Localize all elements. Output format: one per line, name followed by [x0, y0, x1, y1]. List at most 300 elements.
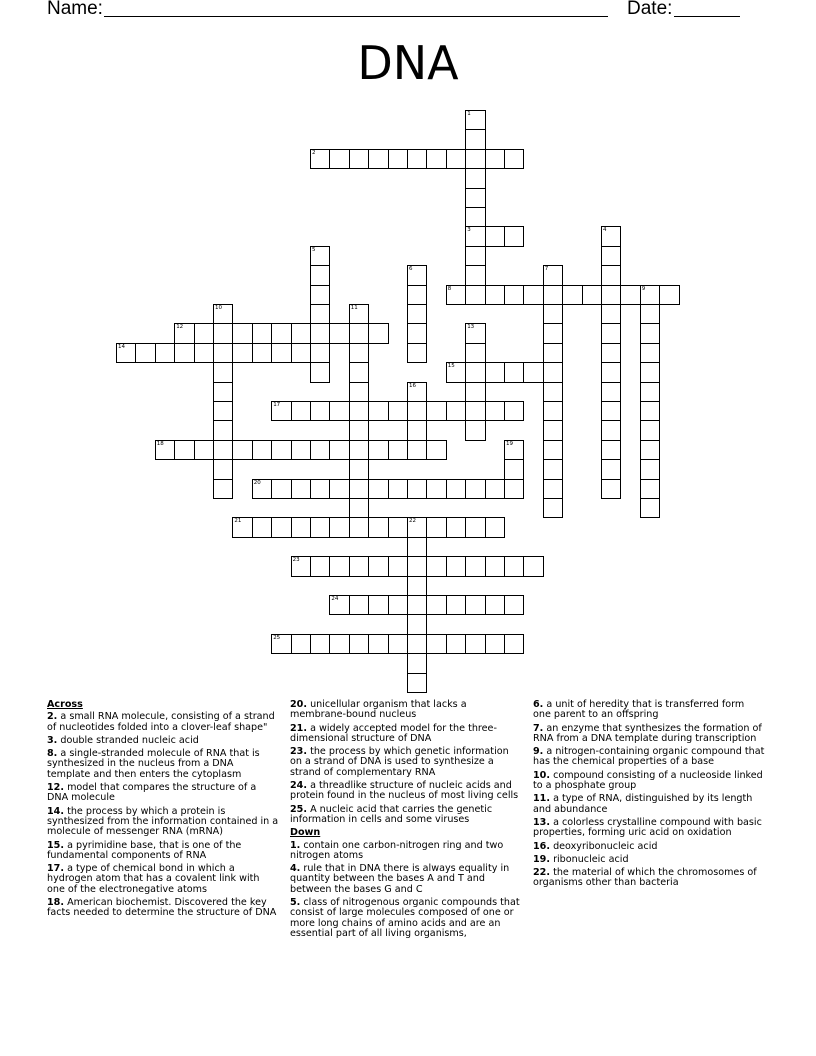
- name-label: Name:: [47, 0, 103, 19]
- grid-cell[interactable]: [601, 382, 621, 402]
- clue-number: 8.: [47, 748, 58, 760]
- clue-item: [290, 747, 522, 778]
- grid-cell[interactable]: [388, 401, 408, 421]
- grid-cell[interactable]: [310, 304, 330, 324]
- clue-number-label: 1: [467, 111, 471, 117]
- grid-cell[interactable]: [543, 479, 563, 499]
- grid-cell[interactable]: [213, 323, 233, 343]
- grid-cell[interactable]: [407, 323, 427, 343]
- grid-cell[interactable]: [310, 401, 330, 421]
- clue-text: a type of RNA, distinguished by its length and abundance: [533, 793, 753, 815]
- grid-cell[interactable]: [485, 634, 505, 654]
- grid-cell[interactable]: [523, 556, 543, 576]
- clue-text: ribonucleic acid: [553, 853, 629, 865]
- grid-cell[interactable]: [388, 595, 408, 615]
- clue-item: [533, 842, 765, 852]
- grid-cell[interactable]: [426, 517, 446, 537]
- clue-item: [290, 700, 522, 721]
- clue-item: [47, 783, 279, 804]
- clue-item: [533, 794, 765, 815]
- grid-cell[interactable]: [465, 362, 485, 382]
- grid-cell[interactable]: [601, 401, 621, 421]
- clue-column-3: [533, 700, 765, 892]
- grid-cell[interactable]: [543, 401, 563, 421]
- grid-cell[interactable]: [368, 401, 388, 421]
- grid-cell[interactable]: [640, 498, 660, 518]
- clue-number-label: 21: [234, 518, 242, 525]
- clue-number: 16.: [533, 840, 550, 852]
- grid-cell[interactable]: [446, 556, 466, 576]
- grid-cell[interactable]: [291, 479, 311, 499]
- grid-cell[interactable]: [232, 343, 252, 363]
- clue-item: [290, 864, 522, 895]
- clue-number-label: 4: [603, 227, 607, 234]
- grid-cell[interactable]: [465, 149, 485, 169]
- grid-cell[interactable]: [543, 304, 563, 324]
- grid-cell[interactable]: [349, 479, 369, 499]
- grid-cell[interactable]: [232, 440, 252, 460]
- grid-cell[interactable]: [465, 634, 485, 654]
- grid-cell[interactable]: [388, 517, 408, 537]
- clue-number-label: 6: [409, 266, 413, 273]
- grid-cell[interactable]: [562, 285, 582, 305]
- clue-number: 22.: [533, 867, 550, 879]
- grid-cell[interactable]: [194, 323, 214, 343]
- grid-cell[interactable]: [504, 556, 524, 576]
- clue-text: rule that in DNA there is always equality in quantity between the bases A and T and between the bases G and C: [290, 863, 510, 895]
- clue-number-label: 13: [467, 324, 475, 331]
- grid-cell[interactable]: [407, 401, 427, 421]
- grid-cell[interactable]: [349, 420, 369, 440]
- grid-cell[interactable]: [407, 595, 427, 615]
- grid-cell[interactable]: [349, 362, 369, 382]
- grid-cell[interactable]: [388, 149, 408, 169]
- grid-cell[interactable]: [329, 401, 349, 421]
- grid-cell[interactable]: [310, 517, 330, 537]
- grid-cell[interactable]: [465, 595, 485, 615]
- grid-cell[interactable]: [407, 420, 427, 440]
- clue-number-label: 16: [409, 382, 416, 389]
- clue-text: a type of chemical bond in which a hydrogen atom that has a covalent link with one of the electronegative atoms: [47, 863, 260, 895]
- clue-item: [533, 771, 765, 792]
- grid-cell[interactable]: [368, 556, 388, 576]
- clue-item: [533, 747, 765, 768]
- grid-cell[interactable]: [601, 343, 621, 363]
- grid-cell[interactable]: [291, 634, 311, 654]
- grid-cell[interactable]: [349, 595, 369, 615]
- grid-cell[interactable]: [271, 517, 291, 537]
- clue-number-label: 3: [467, 227, 471, 234]
- clue-item: [290, 841, 522, 862]
- grid-cell[interactable]: [504, 149, 524, 169]
- grid-cell[interactable]: [368, 595, 388, 615]
- grid-cell[interactable]: [310, 440, 330, 460]
- grid-cell[interactable]: [426, 634, 446, 654]
- grid-cell[interactable]: [329, 323, 349, 343]
- clue-text: contain one carbon-nitrogen ring and two nitrogen atoms: [290, 839, 504, 861]
- clue-number-label: 25: [273, 634, 281, 641]
- grid-cell[interactable]: [543, 440, 563, 460]
- clue-text: the material of which the chromosomes of organisms other than bacteria: [533, 867, 757, 889]
- grid-cell[interactable]: [485, 401, 505, 421]
- clue-item: [47, 807, 279, 838]
- grid-cell[interactable]: [426, 479, 446, 499]
- clue-number-label: 12: [176, 324, 184, 331]
- clue-number: 23.: [290, 746, 307, 758]
- grid-cell[interactable]: [329, 556, 349, 576]
- grid-cell[interactable]: [543, 323, 563, 343]
- grid-cell[interactable]: [368, 517, 388, 537]
- grid-cell[interactable]: [543, 362, 563, 382]
- clue-text: a widely accepted model for the three-dimensional structure of DNA: [290, 722, 497, 744]
- grid-cell[interactable]: [485, 479, 505, 499]
- grid-cell[interactable]: [446, 479, 466, 499]
- clue-text: a nitrogen-containing organic compound that has the chemical properties of a base: [533, 746, 765, 768]
- grid-cell[interactable]: [368, 634, 388, 654]
- grid-cell[interactable]: [213, 362, 233, 382]
- grid-cell[interactable]: [291, 401, 311, 421]
- grid-cell[interactable]: [368, 479, 388, 499]
- clue-item: [290, 898, 522, 939]
- grid-cell[interactable]: [640, 440, 660, 460]
- clue-item: [47, 736, 279, 746]
- grid-cell[interactable]: [640, 459, 660, 479]
- grid-cell[interactable]: [213, 479, 233, 499]
- clue-number: 19.: [533, 853, 550, 865]
- grid-cell[interactable]: [329, 149, 349, 169]
- grid-cell[interactable]: [388, 634, 408, 654]
- grid-cell[interactable]: [465, 265, 485, 285]
- grid-cell[interactable]: [465, 420, 485, 440]
- clue-number-label: 23: [292, 557, 300, 564]
- grid-cell[interactable]: [349, 634, 369, 654]
- grid-cell[interactable]: [252, 517, 272, 537]
- grid-cell[interactable]: [504, 362, 524, 382]
- grid-cell[interactable]: [368, 323, 388, 343]
- clue-item: [290, 724, 522, 745]
- grid-cell[interactable]: [310, 479, 330, 499]
- clue-number-label: 22: [409, 518, 416, 525]
- grid-cell[interactable]: [407, 479, 427, 499]
- clue-number-label: 18: [156, 440, 164, 447]
- grid-cell[interactable]: [504, 634, 524, 654]
- grid-cell[interactable]: [426, 440, 446, 460]
- grid-cell[interactable]: [640, 343, 660, 363]
- grid-cell[interactable]: [349, 498, 369, 518]
- clue-text: deoxyribonucleic acid: [553, 840, 658, 852]
- grid-cell[interactable]: [407, 673, 427, 693]
- grid-cell[interactable]: [174, 440, 194, 460]
- grid-cell[interactable]: [349, 401, 369, 421]
- grid-cell[interactable]: [601, 246, 621, 266]
- grid-cell[interactable]: [640, 323, 660, 343]
- clue-number: 6.: [533, 699, 544, 710]
- grid-cell[interactable]: [485, 149, 505, 169]
- section-heading: Across: [47, 699, 83, 710]
- date-label: Date:: [627, 0, 673, 19]
- grid-cell[interactable]: [291, 440, 311, 460]
- clue-number-label: 11: [350, 305, 358, 311]
- clue-item: [533, 855, 765, 865]
- clue-text: American biochemist. Discovered the key facts needed to determine the structure of DNA: [47, 897, 277, 919]
- grid-cell[interactable]: [310, 285, 330, 305]
- grid-cell[interactable]: [349, 343, 369, 363]
- grid-cell[interactable]: [407, 614, 427, 634]
- clue-number: 15.: [47, 839, 64, 851]
- grid-cell[interactable]: [349, 440, 369, 460]
- clue-item: [47, 864, 279, 895]
- grid-cell[interactable]: [407, 285, 427, 305]
- grid-cell[interactable]: [426, 401, 446, 421]
- grid-cell[interactable]: [407, 653, 427, 673]
- grid-cell[interactable]: [465, 188, 485, 208]
- clue-item: [47, 749, 279, 780]
- grid-cell[interactable]: [407, 440, 427, 460]
- grid-cell[interactable]: [174, 343, 194, 363]
- grid-cell[interactable]: [640, 401, 660, 421]
- clue-number: 14.: [47, 805, 64, 817]
- clue-text: a small RNA molecule, consisting of a strand of nucleotides folded into a clover-leaf shape": [47, 711, 275, 733]
- clue-number-label: 24: [331, 596, 339, 602]
- grid-cell[interactable]: [465, 382, 485, 402]
- grid-cell[interactable]: [601, 323, 621, 343]
- clue-number: 18.: [47, 897, 64, 909]
- grid-cell[interactable]: [252, 440, 272, 460]
- grid-cell[interactable]: [310, 634, 330, 654]
- grid-cell[interactable]: [310, 343, 330, 363]
- grid-cell[interactable]: [155, 343, 175, 363]
- grid-cell[interactable]: [485, 556, 505, 576]
- grid-cell[interactable]: [310, 362, 330, 382]
- grid-cell[interactable]: [659, 285, 679, 305]
- clue-number: 4.: [290, 863, 301, 875]
- clue-text: a single-stranded molecule of RNA that is synthesized in the nucleus from a DNA template and then enters the cytoplasm: [47, 748, 260, 780]
- grid-cell[interactable]: [407, 149, 427, 169]
- grid-cell[interactable]: [543, 420, 563, 440]
- grid-cell[interactable]: [601, 479, 621, 499]
- clue-item: [290, 805, 522, 826]
- grid-cell[interactable]: [252, 343, 272, 363]
- grid-cell[interactable]: [465, 207, 485, 227]
- grid-cell[interactable]: [291, 343, 311, 363]
- grid-cell[interactable]: [465, 556, 485, 576]
- grid-cell[interactable]: [407, 576, 427, 596]
- grid-cell[interactable]: [523, 285, 543, 305]
- grid-cell[interactable]: [329, 634, 349, 654]
- clue-number: 9.: [533, 746, 544, 758]
- clue-number: 3.: [47, 734, 58, 746]
- grid-cell[interactable]: [543, 285, 563, 305]
- grid-cell[interactable]: [135, 343, 155, 363]
- clue-item: [533, 724, 765, 745]
- clue-number: 25.: [290, 803, 307, 815]
- grid-cell[interactable]: [426, 595, 446, 615]
- grid-cell[interactable]: [368, 149, 388, 169]
- clue-item: [47, 898, 279, 919]
- grid-cell[interactable]: [543, 498, 563, 518]
- grid-cell[interactable]: [504, 285, 524, 305]
- grid-cell[interactable]: [465, 168, 485, 188]
- clue-number: 10.: [533, 769, 550, 781]
- clue-number-label: 8: [447, 285, 452, 292]
- grid-cell[interactable]: [349, 517, 369, 537]
- grid-cell[interactable]: [407, 634, 427, 654]
- grid-cell[interactable]: [640, 362, 660, 382]
- grid-cell[interactable]: [601, 420, 621, 440]
- grid-cell[interactable]: [213, 420, 233, 440]
- grid-cell[interactable]: [601, 285, 621, 305]
- grid-cell[interactable]: [213, 343, 233, 363]
- clue-number-label: 17: [273, 402, 281, 408]
- grid-cell[interactable]: [485, 362, 505, 382]
- clue-number-label: 19: [506, 440, 513, 447]
- grid-cell[interactable]: [213, 382, 233, 402]
- grid-cell[interactable]: [504, 459, 524, 479]
- grid-cell[interactable]: [601, 265, 621, 285]
- grid-cell[interactable]: [640, 304, 660, 324]
- grid-cell[interactable]: [601, 304, 621, 324]
- grid-cell[interactable]: [601, 362, 621, 382]
- clue-text: the process by which genetic information on a strand of DNA is used to synthesize a strand of complementary RNA: [290, 746, 509, 778]
- grid-cell[interactable]: [291, 517, 311, 537]
- grid-cell[interactable]: [485, 517, 505, 537]
- grid-cell[interactable]: [310, 265, 330, 285]
- grid-cell[interactable]: [601, 459, 621, 479]
- grid-cell[interactable]: [446, 634, 466, 654]
- grid-cell[interactable]: [620, 285, 640, 305]
- clue-number-label: 9: [641, 285, 646, 292]
- grid-cell[interactable]: [388, 479, 408, 499]
- grid-cell[interactable]: [407, 537, 427, 557]
- clue-text: double stranded nucleic acid: [60, 734, 199, 746]
- clue-number: 17.: [47, 863, 64, 875]
- grid-cell[interactable]: [504, 479, 524, 499]
- grid-cell[interactable]: [465, 401, 485, 421]
- grid-cell[interactable]: [349, 382, 369, 402]
- grid-cell[interactable]: [194, 440, 214, 460]
- grid-cell[interactable]: [543, 343, 563, 363]
- grid-cell[interactable]: [213, 440, 233, 460]
- grid-cell[interactable]: [640, 479, 660, 499]
- grid-cell[interactable]: [271, 479, 291, 499]
- grid-cell[interactable]: [271, 343, 291, 363]
- grid-cell[interactable]: [213, 459, 233, 479]
- grid-cell[interactable]: [407, 304, 427, 324]
- grid-cell[interactable]: [582, 285, 602, 305]
- clue-number-label: 14: [118, 343, 125, 350]
- grid-cell[interactable]: [640, 382, 660, 402]
- grid-cell[interactable]: [329, 440, 349, 460]
- grid-cell[interactable]: [465, 246, 485, 266]
- clue-number: 11.: [533, 793, 550, 805]
- grid-cell[interactable]: [213, 401, 233, 421]
- grid-cell[interactable]: [446, 517, 466, 537]
- clue-number-label: 7: [544, 266, 549, 273]
- grid-cell[interactable]: [543, 459, 563, 479]
- clue-number: 12.: [47, 782, 64, 794]
- grid-cell[interactable]: [252, 323, 272, 343]
- grid-cell[interactable]: [329, 517, 349, 537]
- grid-cell[interactable]: [349, 556, 369, 576]
- clue-text: a threadlike structure of nucleic acids and protein found in the nucleus of most living cells: [290, 780, 519, 802]
- grid-cell[interactable]: [426, 556, 446, 576]
- grid-cell[interactable]: [388, 440, 408, 460]
- clue-text: the process by which a protein is synthesized from the information contained in a molecule of messenger RNA (mRNA): [47, 805, 279, 838]
- clue-item: [47, 712, 279, 733]
- section-heading: Down: [290, 827, 321, 839]
- grid-cell[interactable]: [465, 479, 485, 499]
- clue-item: [47, 841, 279, 862]
- grid-cell[interactable]: [446, 149, 466, 169]
- clue-number: 21.: [290, 722, 307, 734]
- grid-cell[interactable]: [194, 343, 214, 363]
- grid-cell[interactable]: [446, 401, 466, 421]
- grid-cell[interactable]: [543, 382, 563, 402]
- grid-cell[interactable]: [465, 343, 485, 363]
- grid-cell[interactable]: [446, 595, 466, 615]
- clue-number-label: 5: [312, 246, 316, 253]
- clue-item: [533, 818, 765, 839]
- grid-cell[interactable]: [640, 420, 660, 440]
- clue-text: model that compares the structure of a DNA molecule: [47, 782, 257, 804]
- page-title: DNA: [357, 36, 459, 90]
- grid-cell[interactable]: [329, 479, 349, 499]
- grid-cell[interactable]: [426, 149, 446, 169]
- grid-cell[interactable]: [407, 556, 427, 576]
- clue-text: unicellular organism that lacks a membrane-bound nucleus: [290, 699, 467, 721]
- grid-cell[interactable]: [485, 285, 505, 305]
- grid-cell[interactable]: [504, 226, 524, 246]
- grid-cell[interactable]: [232, 323, 252, 343]
- grid-cell[interactable]: [465, 285, 485, 305]
- clue-item: [533, 700, 765, 721]
- clue-item: [290, 781, 522, 802]
- clue-text: A nucleic acid that carries the genetic information in cells and some viruses: [290, 803, 493, 825]
- grid-cell[interactable]: [349, 459, 369, 479]
- clue-text: a pyrimidine base, that is one of the fundamental components of RNA: [47, 839, 242, 861]
- grid-cell[interactable]: [271, 440, 291, 460]
- grid-cell[interactable]: [465, 517, 485, 537]
- grid-cell[interactable]: [310, 323, 330, 343]
- grid-cell[interactable]: [368, 440, 388, 460]
- clue-number: 20.: [290, 699, 307, 710]
- grid-cell[interactable]: [349, 323, 369, 343]
- grid-cell[interactable]: [485, 226, 505, 246]
- grid-cell[interactable]: [523, 362, 543, 382]
- clue-text: an enzyme that synthesizes the formation of RNA from a DNA template during transcription: [533, 722, 762, 744]
- grid-cell[interactable]: [407, 343, 427, 363]
- clue-item: [533, 868, 765, 889]
- clue-text: a unit of heredity that is transferred form one parent to an offspring: [533, 699, 745, 721]
- grid-cell[interactable]: [601, 440, 621, 460]
- clue-number: 24.: [290, 780, 307, 792]
- clue-number: 2.: [47, 711, 58, 723]
- grid-cell[interactable]: [504, 401, 524, 421]
- grid-cell[interactable]: [504, 595, 524, 615]
- clue-column-1: [47, 700, 279, 922]
- clue-number: 1.: [290, 839, 301, 851]
- grid-cell[interactable]: [485, 595, 505, 615]
- clue-number: 7.: [533, 722, 544, 734]
- grid-cell[interactable]: [310, 556, 330, 576]
- grid-cell[interactable]: [388, 556, 408, 576]
- grid-cell[interactable]: [271, 323, 291, 343]
- grid-cell[interactable]: [291, 323, 311, 343]
- clue-number-label: 10: [215, 305, 222, 311]
- clue-text: compound consisting of a nucleoside linked to a phosphate group: [533, 769, 763, 792]
- grid-cell[interactable]: [349, 149, 369, 169]
- grid-cell[interactable]: [465, 129, 485, 149]
